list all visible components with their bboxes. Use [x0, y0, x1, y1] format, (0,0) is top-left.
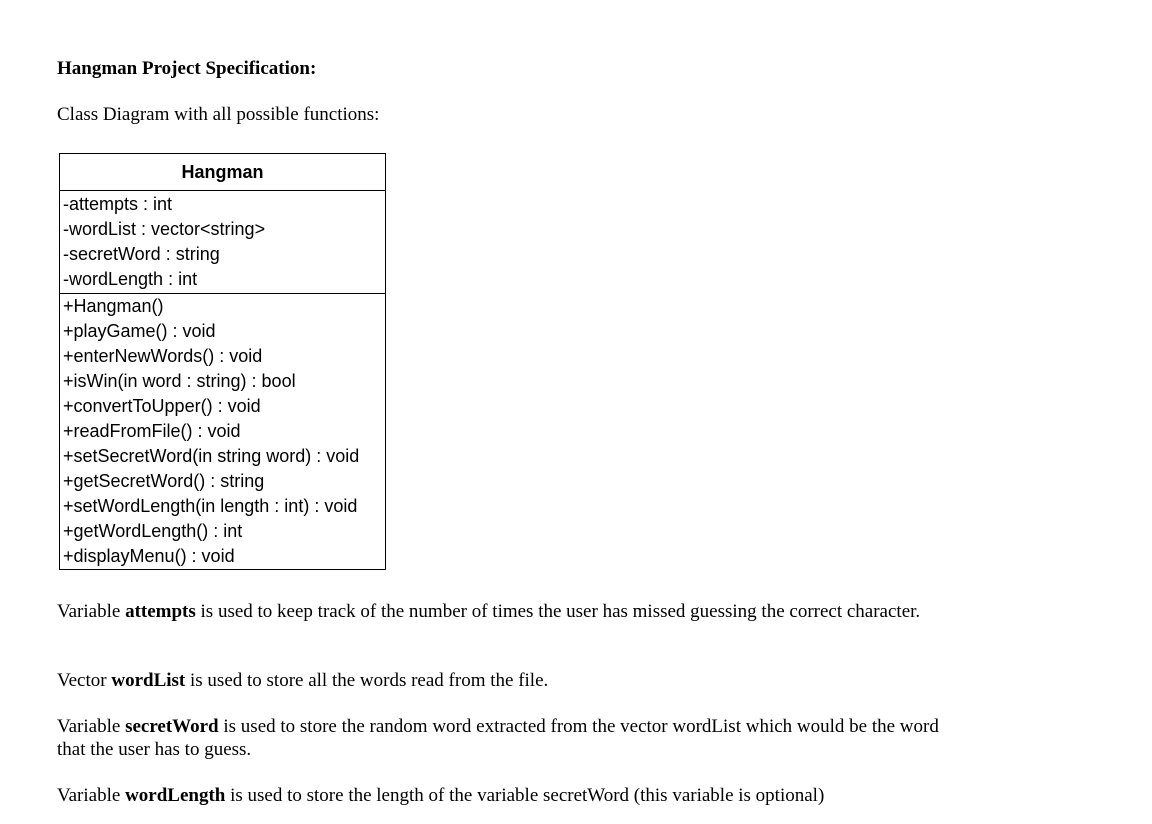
description-term: secretWord [125, 716, 219, 737]
description-prefix: Variable [57, 716, 126, 737]
method-playgame: +playGame() : void [63, 321, 216, 341]
description-attempts [57, 600, 957, 623]
method-converttoupper: +convertToUpper() : void [63, 396, 261, 416]
attribute-wordlength: -wordLength : int [63, 269, 198, 289]
description-term: wordLength [125, 785, 226, 806]
description-text: is used to keep track of the number of times the user has missed guessing the correct character. [195, 601, 921, 622]
method-enternewwords: +enterNewWords() : void [63, 346, 263, 366]
description-text: is used to store the random word extracted from the vector wordList which would be the word that the user has to guess. [57, 716, 939, 760]
intro-text: Class Diagram with all possible functions: [57, 104, 380, 125]
attribute-secretword: -secretWord : string [63, 244, 220, 264]
method-displaymenu: +displayMenu() : void [63, 546, 235, 566]
description-secretword [57, 715, 957, 761]
method-iswin: +isWin(in word : string) : bool [63, 371, 296, 391]
description-text: is used to store all the words read from the file. [185, 670, 549, 691]
description-term: wordList [111, 670, 186, 691]
description-prefix: Vector [57, 670, 112, 691]
method-readfromfile: +readFromFile() : void [63, 421, 241, 441]
description-prefix: Variable [57, 601, 126, 622]
method-setwordlength: +setWordLength(in length : int) : void [63, 496, 358, 516]
attributes-section [60, 191, 385, 294]
attribute-wordlist: -wordList : vector<string> [63, 219, 266, 239]
description-prefix: Variable [57, 785, 126, 806]
method-hangman: +Hangman() [63, 296, 164, 316]
page-title: Hangman Project Specification: [57, 58, 317, 79]
attribute-attempts: -attempts : int [63, 194, 173, 214]
methods-section [60, 294, 385, 569]
description-wordlist [57, 669, 957, 692]
description-wordlength [57, 784, 957, 807]
method-getwordlength: +getWordLength() : int [63, 521, 243, 541]
description-term: attempts [125, 601, 196, 622]
class-diagram [59, 153, 386, 570]
description-text: is used to store the length of the variable secretWord (this variable is optional) [225, 785, 825, 806]
class-name: Hangman [60, 154, 385, 191]
method-getsecretword: +getSecretWord() : string [63, 471, 265, 491]
method-setsecretword: +setSecretWord(in string word) : void [63, 446, 360, 466]
